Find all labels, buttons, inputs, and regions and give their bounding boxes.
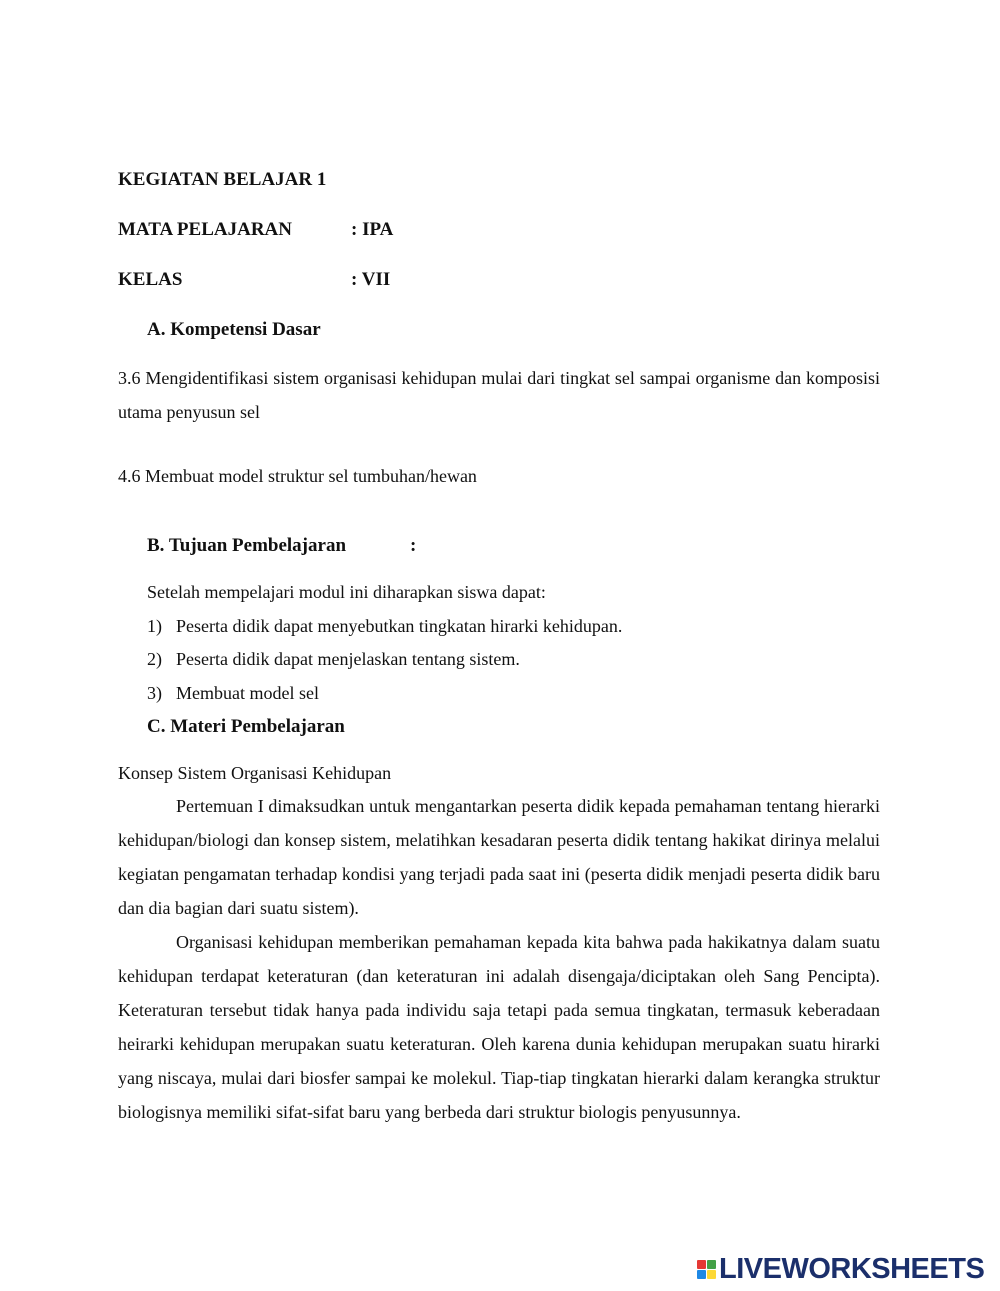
competency-4-6: 4.6 Membuat model struktur sel tumbuhan/hewan	[118, 466, 477, 486]
logo-square-yellow	[707, 1270, 716, 1279]
material-paragraph-2: Organisasi kehidupan memberikan pemahaman kepada kita bahwa pada hakikatnya dalam suatu kehidupan terdapat keteraturan (dan keteraturan ini adalah disengaja/diciptakan oleh Sang Pencipta). Keteraturan tersebut tidak hanya pada individu saja tetapi pada semua tingkatan, termasuk keberadaan heirarki kehidupan merupakan suatu keteraturan. Oleh karena dunia kehidupan merupakan suatu hirarki yang niscaya, mulai dari biosfer sampai ke molekul. Tiap-tiap tingkatan hierarki dalam kerangka struktur biologisnya memiliki sifat-sifat baru yang berbeda dari struktur biologis penyusunnya.	[118, 932, 880, 1122]
section-c-heading: C. Materi Pembelajaran	[147, 716, 345, 737]
objective-number: 3)	[147, 683, 162, 703]
objectives-intro: Setelah mempelajari modul ini diharapkan siswa dapat:	[147, 582, 546, 602]
objective-text: Peserta didik dapat menjelaskan tentang sistem.	[176, 649, 520, 669]
logo-square-red	[697, 1260, 706, 1269]
objective-number: 2)	[147, 649, 162, 669]
subject-label: MATA PELAJARAN	[118, 219, 292, 240]
activity-title: KEGIATAN BELAJAR 1	[118, 169, 327, 190]
liveworksheets-logo-icon	[697, 1260, 716, 1279]
section-b-heading: B. Tujuan Pembelajaran	[147, 535, 347, 556]
objective-number: 1)	[147, 616, 162, 636]
class-value: : VII	[351, 269, 391, 290]
section-b-colon: :	[410, 535, 417, 556]
liveworksheets-logo-text: LIVEWORKSHEETS	[719, 1252, 985, 1285]
section-a-heading: A. Kompetensi Dasar	[147, 319, 321, 340]
objective-text: Membuat model sel	[176, 683, 319, 703]
class-label: KELAS	[118, 269, 183, 290]
material-paragraph-1: Pertemuan I dimaksudkan untuk mengantarkan peserta didik kepada pemahaman tentang hierarki kehidupan/biologi dan konsep sistem, melatihkan kesadaran peserta didik tentang hakikat dirinya melalui kegiatan pengamatan terhadap kondisi yang terjadi pada saat ini (peserta didik menjadi peserta didik baru dan dia bagian dari suatu sistem).	[118, 796, 880, 918]
competency-3-6: 3.6 Mengidentifikasi sistem organisasi kehidupan mulai dari tingkat sel sampai organisme dan komposisi utama penyusun sel	[118, 368, 880, 422]
logo-square-green	[707, 1260, 716, 1269]
subject-value: : IPA	[351, 219, 394, 240]
objective-text: Peserta didik dapat menyebutkan tingkatan hirarki kehidupan.	[176, 616, 623, 636]
topic-title: Konsep Sistem Organisasi Kehidupan	[118, 763, 392, 783]
logo-square-blue	[697, 1270, 706, 1279]
liveworksheets-logo[interactable]	[697, 1252, 984, 1286]
